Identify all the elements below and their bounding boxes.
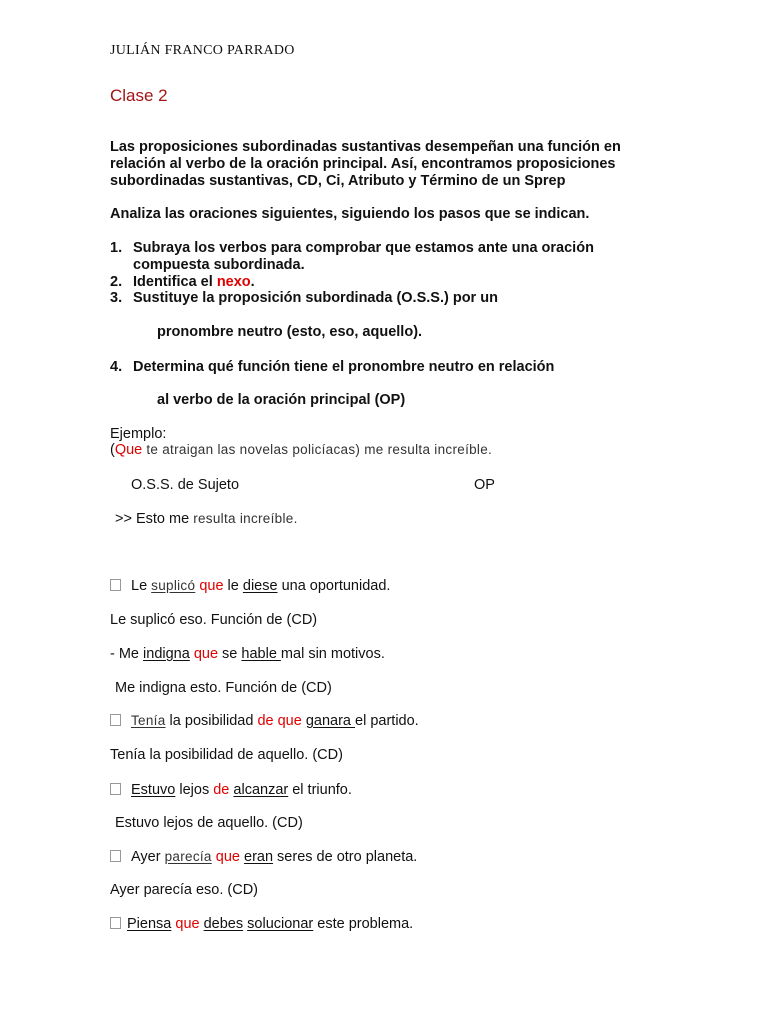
verb-underlined: ganara: [305, 713, 356, 729]
verb-underlined: indigna: [143, 646, 190, 662]
step-number: 3.: [110, 290, 123, 306]
word: lejos: [175, 782, 214, 798]
nexo-highlight: que: [175, 916, 200, 932]
nexo-highlight: nexo: [216, 274, 251, 290]
word: este problema.: [313, 916, 414, 932]
example-rest: te atraigan las novelas policíacas) me resulta increíble.: [142, 442, 493, 457]
verb-underlined: parecía: [164, 849, 212, 864]
exercise-answer-5: Ayer parecía eso. (CD): [110, 882, 259, 898]
intro-paragraph: [110, 139, 621, 190]
instruction: Analiza las oraciones siguientes, siguiendo los pasos que se indican.: [110, 206, 590, 222]
step-text: Sustituye la proposición subordinada (O.S.S.) por un: [133, 290, 498, 306]
op-label: OP: [474, 477, 495, 493]
oss-label: O.S.S. de Sujeto: [131, 477, 240, 493]
example-answer: [115, 511, 298, 527]
step-3-continued: pronombre neutro (esto, eso, aquello).: [157, 324, 423, 340]
verb-underlined: suplicó: [151, 578, 196, 593]
exercise-sentence-5: [110, 849, 417, 865]
step-3: [110, 290, 498, 307]
checkbox-icon: [110, 714, 121, 726]
example-sentence: [110, 442, 492, 458]
word: la posibilidad: [165, 713, 258, 729]
example-label: Ejemplo:: [110, 426, 167, 442]
checkbox-icon: [110, 579, 121, 591]
nexo-highlight: Que: [114, 442, 143, 458]
checkbox-icon: [110, 783, 121, 795]
word: le: [223, 578, 243, 594]
step-number: 1.: [110, 240, 123, 256]
exercise-sentence-4: [110, 782, 352, 798]
step-1-continued: compuesta subordinada.: [133, 257, 305, 273]
checkbox-icon: [110, 917, 121, 929]
word: una oportunidad.: [277, 578, 391, 594]
verb-underlined: eran: [244, 849, 274, 865]
step-4-continued: al verbo de la oración principal (OP): [157, 392, 406, 408]
exercise-sentence-1: [110, 578, 390, 594]
verb-underlined: diese: [242, 578, 278, 594]
step-number: 2.: [110, 274, 123, 290]
verb-underlined: Piensa: [127, 916, 172, 932]
page-title: Clase 2: [110, 86, 168, 105]
answer-text: >> Esto me: [115, 511, 194, 527]
intro-line: Las proposiciones subordinadas sustantivas desempeñan una función en: [110, 139, 621, 155]
exercise-answer-1: Le suplicó eso. Función de (CD): [110, 612, 318, 628]
author-name: JULIÁN FRANCO PARRADO: [110, 43, 295, 58]
step-text: .: [250, 274, 255, 290]
exercise-sentence-2: [110, 646, 385, 662]
exercise-answer-3: Tenía la posibilidad de aquello. (CD): [110, 747, 343, 763]
exercise-answer-2: Me indigna esto. Función de (CD): [115, 680, 332, 696]
checkbox-icon: [110, 850, 121, 862]
word: mal sin motivos.: [280, 646, 385, 662]
nexo-highlight: que: [215, 849, 240, 865]
step-2: [110, 274, 255, 291]
word: - Me: [110, 646, 144, 662]
verb-underlined: Estuvo: [131, 782, 176, 798]
nexo-highlight: de: [213, 782, 230, 798]
word: el partido.: [355, 713, 419, 729]
word: Ayer: [131, 849, 165, 865]
step-text: Identifica el: [133, 274, 217, 290]
word: seres de otro planeta.: [273, 849, 418, 865]
verb-underlined: alcanzar: [233, 782, 289, 798]
paren: (: [110, 442, 115, 458]
step-1: [110, 240, 594, 257]
exercise-answer-4: Estuvo lejos de aquello. (CD): [115, 815, 303, 831]
verb-underlined: hable: [241, 646, 281, 662]
answer-text: resulta increíble.: [193, 511, 298, 526]
verb-underlined: solucionar: [247, 916, 314, 932]
verb-underlined: debes: [203, 916, 244, 932]
nexo-highlight: que: [199, 578, 224, 594]
step-text: Subraya los verbos para comprobar que estamos ante una oración: [133, 240, 594, 256]
verb-underlined: Tenía: [131, 713, 166, 728]
exercise-sentence-3: [110, 713, 419, 729]
nexo-highlight: de que: [257, 713, 302, 729]
intro-line: subordinadas sustantivas, CD, Ci, Atributo y Término de un Sprep: [110, 173, 566, 189]
intro-line: relación al verbo de la oración principal. Así, encontramos proposiciones: [110, 156, 616, 172]
word: se: [218, 646, 242, 662]
step-4: [110, 359, 554, 376]
nexo-highlight: que: [193, 646, 219, 662]
step-text: Determina qué función tiene el pronombre neutro en relación: [133, 359, 555, 375]
step-number: 4.: [110, 359, 123, 375]
word: el triunfo.: [288, 782, 352, 798]
word: Le: [131, 578, 152, 594]
exercise-sentence-6: [110, 916, 413, 932]
